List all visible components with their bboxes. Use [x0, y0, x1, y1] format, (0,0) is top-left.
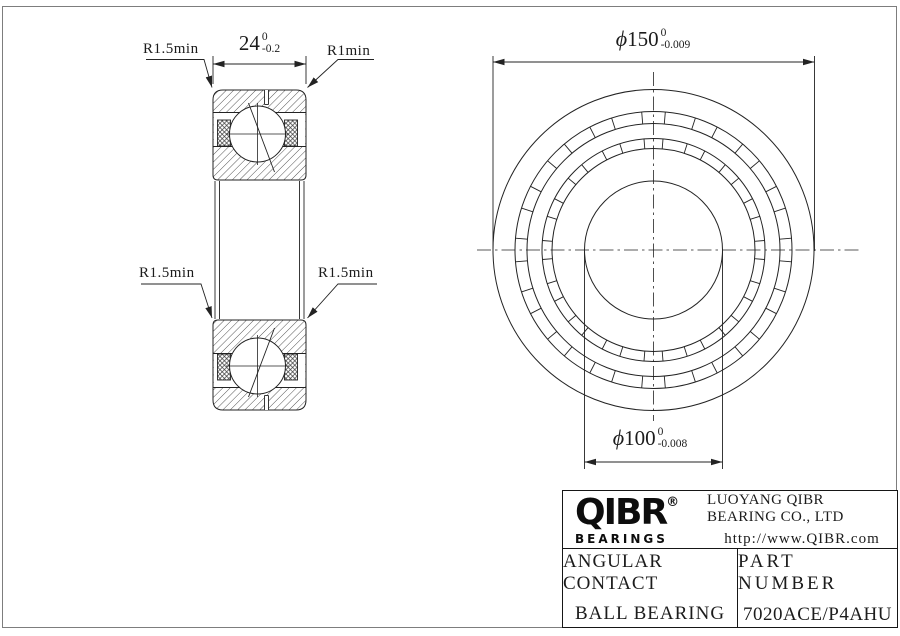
logo-text: QIBR — [575, 491, 667, 533]
dim-bore-tolerance: 0 -0.008 — [657, 426, 688, 450]
radius-label-mid-right: R1.5min — [318, 265, 374, 281]
dim-outer-value: 150 — [627, 27, 659, 51]
diameter-symbol: ϕ — [615, 26, 628, 51]
upper-ring-section — [213, 90, 306, 180]
cage-pocket-left — [218, 354, 231, 380]
cage-pocket-left — [218, 120, 231, 146]
lower-ring-section — [213, 320, 306, 410]
company-info — [707, 492, 897, 548]
cage-pocket-right — [285, 354, 298, 380]
dim-width-tolerance: 0 -0.2 — [261, 31, 281, 55]
bore-lines — [215, 181, 304, 319]
logo-subtitle: BEARINGS — [575, 531, 668, 546]
title-block — [562, 490, 898, 628]
part-number-value: 7020ACE/P4AHU — [742, 603, 892, 625]
radius-label-top-left: R1.5min — [143, 41, 199, 57]
product-name-cell — [563, 549, 738, 627]
title-block-detail-row — [563, 548, 897, 627]
registered-trademark-icon: ® — [666, 494, 680, 510]
part-number-label: PART NUMBER — [738, 550, 838, 594]
diameter-symbol: ϕ — [612, 425, 625, 450]
dim-bore-value: 100 — [624, 426, 656, 450]
dim-width-lines — [213, 56, 306, 84]
product-name-line1: ANGULAR CONTACT — [563, 551, 663, 594]
front-view — [477, 56, 862, 469]
title-block-header-row — [563, 491, 897, 548]
company-website: http://www.QIBR.com — [724, 530, 880, 547]
product-name-line2: BALL BEARING — [574, 603, 726, 624]
dim-outer-text — [563, 27, 743, 51]
dim-width-value: 24 — [238, 31, 260, 55]
dim-outer-tolerance: 0 -0.009 — [660, 27, 691, 51]
company-logo — [563, 491, 707, 546]
part-number-cell — [738, 549, 897, 627]
radius-label-mid-left: R1.5min — [139, 265, 195, 281]
dim-bore-text — [560, 426, 740, 450]
company-name: LUOYANG QIBR BEARING CO., LTD — [707, 491, 844, 525]
section-view — [141, 56, 377, 410]
radius-label-top-right: R1min — [327, 43, 371, 59]
dim-width-text — [213, 31, 306, 55]
cage-pocket-right — [285, 120, 298, 146]
